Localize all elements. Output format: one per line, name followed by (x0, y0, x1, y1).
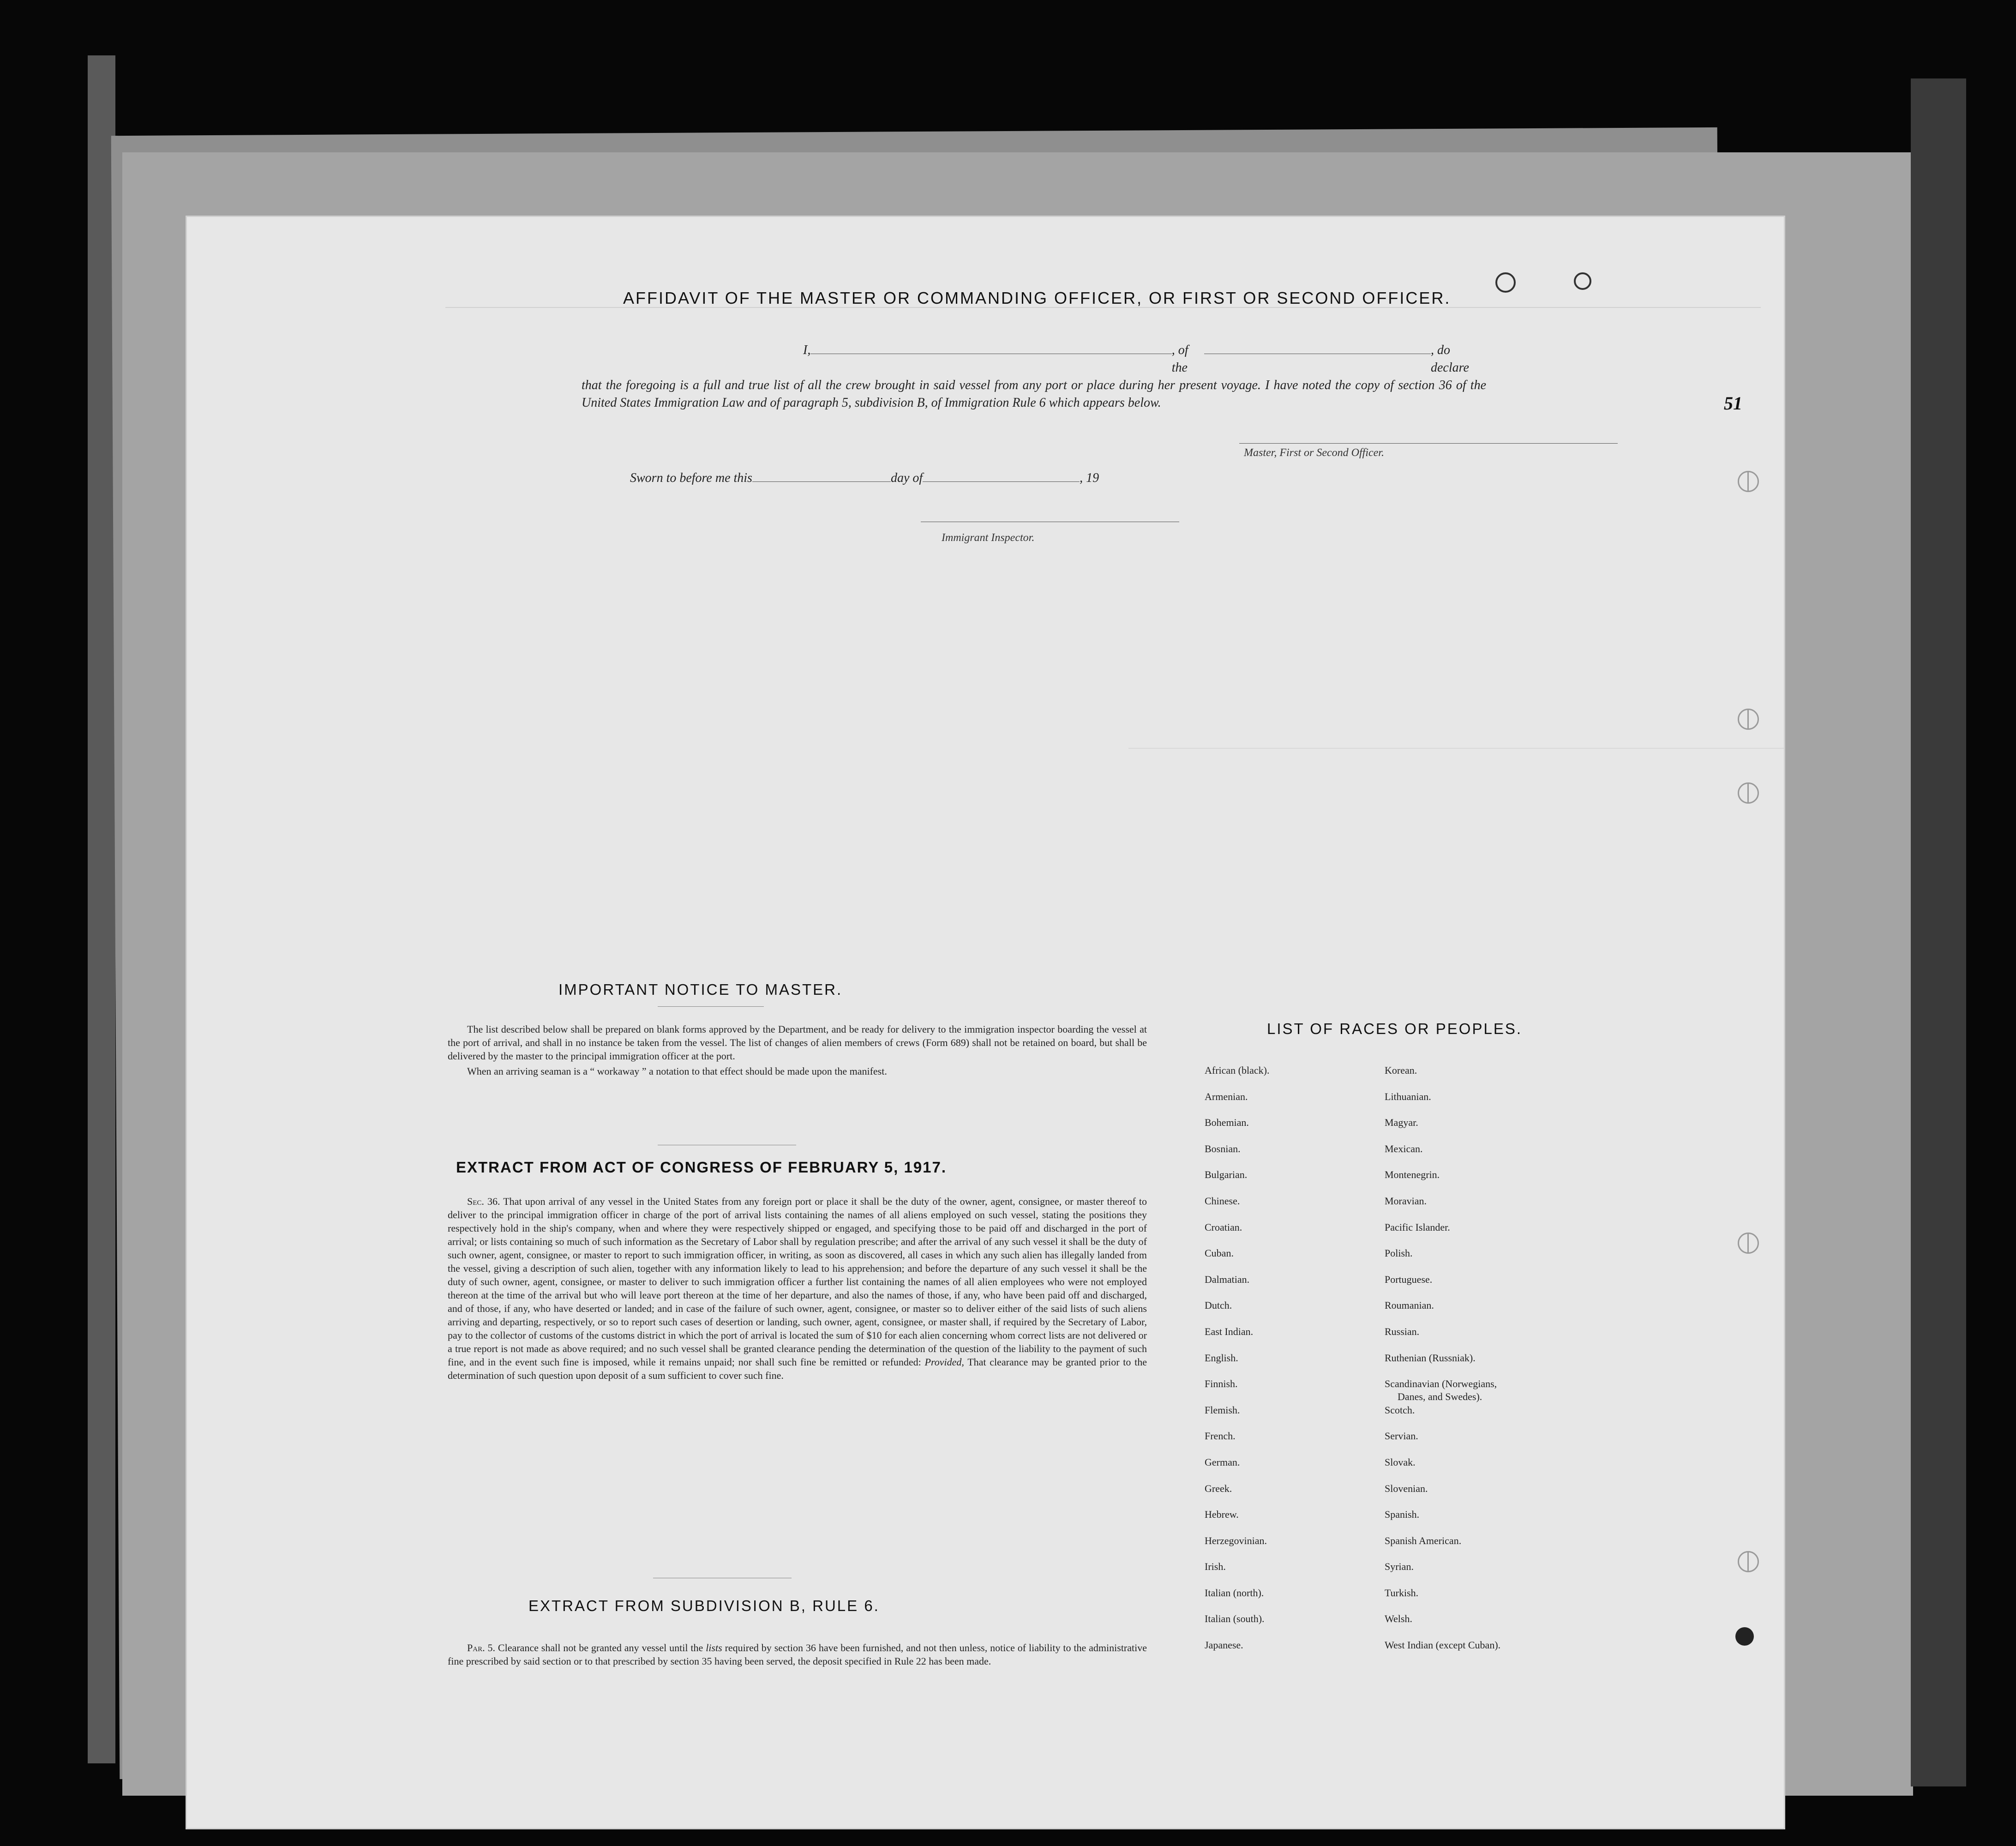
margin-circle-mark (1738, 1233, 1759, 1254)
race-item: English. (1205, 1352, 1238, 1364)
race-item: Roumanian. (1385, 1299, 1434, 1311)
para-label: Par. 5. (467, 1642, 495, 1654)
divider (658, 1006, 764, 1007)
race-item: Mexican. (1385, 1142, 1423, 1155)
race-item: German. (1205, 1456, 1240, 1468)
race-item: Bohemian. (1205, 1117, 1249, 1129)
declaration-do-declare: , do declare (1430, 343, 1469, 375)
declaration-of-the: , of the (1171, 343, 1188, 375)
act-section-36 (448, 1195, 1147, 1382)
race-item: Magyar. (1385, 1117, 1418, 1129)
proviso-text: That clearance may be granted prior to the determination of such question upon deposit of a sum sufficient to cover such fine. (448, 1356, 1147, 1381)
section-text: That upon arrival of any vessel in the United States from any foreign port or place it shall be the duty of the owner, agent, consignee, or master thereof to deliver to the principal immigration officer in charge of the port of arrival lists containing the names of all aliens employed on such vessel, stating the positions they respectively hold in the ship's company, when and where they were respectively shipped or engaged, and specifying those to be paid off and discharged in the port of arrival; or lists containing so much of such information as the Secretary of Labor shall by regulation prescribe; and after the arrival of any such vessel it shall be the duty of such owner, agent, consignee, or master to report to such immigration officer, in writing, as soon as discovered, all cases in which any such alien has illegally landed from the vessel, giving a description of such alien, together with any information likely to lead to his apprehension; and before the departure of any such vessel it shall be the duty of such owner, agent, consignee, or master to deliver to such immigration officer a further list containing the names of all alien employees who were not employed thereon at the time of the arrival but who will leave port thereon at the time of her departure, and also the names of those, if any, who have been paid off and discharged, and of those, if any, who have deserted or landed; and in case of the failure of such owner, agent, consignee, or master so to deliver either of the said lists of such aliens arriving and departing, respectively, or so to report such cases of desertion or landing, such owner, agent, consignee, or master shall, if required by the Secretary of Labor, pay to the collector of customs of the customs district in which the port of arrival is located the sum of $10 for each alien concerning whom correct lists are not delivered or a true report is not made as above required; and no such vessel shall be granted clearance pending the determination of the question of the liability to the payment of such fine, and in the event such fine is imposed, while it remains unpaid; nor shall such fine be remitted or refunded: (448, 1196, 1147, 1368)
bleed-through-rule (1128, 748, 1784, 749)
affidavit-title: AFFIDAVIT OF THE MASTER OR COMMANDING OFFICER, OR FIRST OR SECOND OFFICER. (623, 289, 1451, 307)
rule-extract-body (448, 1641, 1147, 1668)
race-item: Montenegrin. (1385, 1169, 1440, 1181)
backdrop-right-edge (1911, 78, 1966, 1786)
races-title: LIST OF RACES OR PEOPLES. (1267, 1020, 1523, 1037)
race-item: Cuban. (1205, 1247, 1234, 1259)
race-item: Spanish. (1385, 1509, 1420, 1521)
section-label: Sec. 36. (467, 1196, 500, 1207)
margin-dot-mark (1735, 1627, 1754, 1646)
race-item (1385, 1377, 1500, 1404)
sworn-statement (630, 471, 1099, 486)
rule-text: Clearance shall not be granted any vessel until the (498, 1642, 703, 1654)
race-item: Servian. (1385, 1430, 1418, 1442)
race-item-continuation: Danes, and Swedes). (1398, 1391, 1482, 1403)
race-item: Slovenian. (1385, 1482, 1428, 1494)
notice-paragraph: When an arriving seaman is a “ workaway ” a notation to that effect should be made upon the manifest. (467, 1065, 887, 1077)
race-item: Dalmatian. (1205, 1273, 1250, 1285)
race-item: Greek. (1205, 1482, 1232, 1494)
race-item: Welsh. (1385, 1613, 1412, 1625)
race-item: French. (1205, 1430, 1236, 1442)
declaration-i: I, (803, 343, 811, 357)
rule-paragraph-5 (448, 1641, 1147, 1668)
race-item: Flemish. (1205, 1404, 1240, 1416)
race-item: Lithuanian. (1385, 1090, 1431, 1102)
rule-text: required by section 36 have been furnished, and not then unless, notice of liability to the administrative fine prescribed by said section or to that prescribed by section 35 having been served, the deposit specified in Rule 22 has been made. (448, 1642, 1147, 1667)
month-blank (923, 481, 1080, 482)
race-item-text: Scandinavian (Norwegians, (1385, 1378, 1497, 1390)
bleed-through-heading (445, 307, 1761, 326)
race-item: Italian (north). (1205, 1587, 1264, 1599)
act-extract-title: EXTRACT FROM ACT OF CONGRESS OF FEBRUARY 5, 1917. (456, 1159, 947, 1176)
race-item: Chinese. (1205, 1195, 1240, 1207)
sworn-year: , 19 (1080, 471, 1099, 485)
race-item: Slovak. (1385, 1456, 1416, 1468)
race-item: Bosnian. (1205, 1142, 1241, 1155)
margin-circle-mark (1738, 782, 1759, 804)
race-item: Irish. (1205, 1561, 1226, 1573)
race-item: Syrian. (1385, 1561, 1414, 1573)
punch-ring-mark (1574, 272, 1591, 290)
document-page (187, 217, 1784, 1828)
races-left-column (1205, 1064, 1269, 1665)
race-item: Finnish. (1205, 1378, 1238, 1390)
race-item: Spanish American. (1385, 1534, 1462, 1546)
notice-body (448, 1022, 1147, 1078)
backdrop-left-edge (88, 55, 115, 1763)
page-number: 51 (1724, 393, 1742, 414)
race-item: Japanese. (1205, 1639, 1243, 1651)
notice-paragraph: The list described below shall be prepared on blank forms approved by the Department, and be ready for delivery to the immigration inspector boarding the vessel at the port of arrival, and shall in no instance be taken from the vessel. The list of changes of alien members of crews (Form 689) shall not be retained on board, but shall be delivered by the master to the principal immigration officer at the port. (448, 1023, 1147, 1062)
punch-ring-mark (1495, 272, 1516, 293)
race-item: Italian (south). (1205, 1613, 1265, 1625)
race-item: Turkish. (1385, 1587, 1419, 1599)
margin-circle-mark (1738, 709, 1759, 730)
race-item: Croatian. (1205, 1221, 1242, 1233)
rule-extract-title: EXTRACT FROM SUBDIVISION B, RULE 6. (528, 1597, 880, 1614)
day-blank (752, 481, 891, 482)
notice-title: IMPORTANT NOTICE TO MASTER. (558, 981, 843, 998)
inspector-signature-label: Immigrant Inspector. (942, 532, 1035, 544)
race-item: West Indian (except Cuban). (1385, 1639, 1501, 1651)
sworn-day-of: day of (890, 471, 923, 485)
margin-circle-mark (1738, 1551, 1759, 1572)
margin-circle-mark (1738, 471, 1759, 492)
race-item: Moravian. (1385, 1195, 1427, 1207)
officer-signature-line (1239, 443, 1618, 444)
proviso-label: Provided, (924, 1356, 964, 1368)
sworn-text: Sworn to before me this (630, 471, 752, 485)
affidavit-declaration (582, 342, 1486, 412)
race-item: Pacific Islander. (1385, 1221, 1450, 1233)
act-extract-body (448, 1195, 1147, 1382)
race-item: Scotch. (1385, 1404, 1415, 1416)
rule-text-italic: lists (706, 1642, 722, 1654)
race-item: East Indian. (1205, 1325, 1254, 1337)
race-item: Korean. (1385, 1064, 1417, 1076)
races-right-column (1385, 1064, 1500, 1665)
race-item: Hebrew. (1205, 1509, 1239, 1521)
race-item: Russian. (1385, 1325, 1420, 1337)
race-item: African (black). (1205, 1064, 1270, 1076)
race-item: Bulgarian. (1205, 1169, 1248, 1181)
race-item: Armenian. (1205, 1090, 1248, 1102)
officer-signature-label: Master, First or Second Officer. (1244, 447, 1384, 459)
declaration-body: that the foregoing is a full and true list of all the crew brought in said vessel from any port or place during her present voyage. I have noted the copy of section 36 of the United States Immigration Law and of paragraph 5, subdivision B, of Immigration Rule 6 which appears below. (582, 378, 1486, 410)
race-item: Dutch. (1205, 1299, 1232, 1311)
race-item: Herzegovinian. (1205, 1534, 1267, 1546)
race-item: Ruthenian (Russniak). (1385, 1352, 1476, 1364)
race-item: Portuguese. (1385, 1273, 1433, 1285)
race-item: Polish. (1385, 1247, 1413, 1259)
